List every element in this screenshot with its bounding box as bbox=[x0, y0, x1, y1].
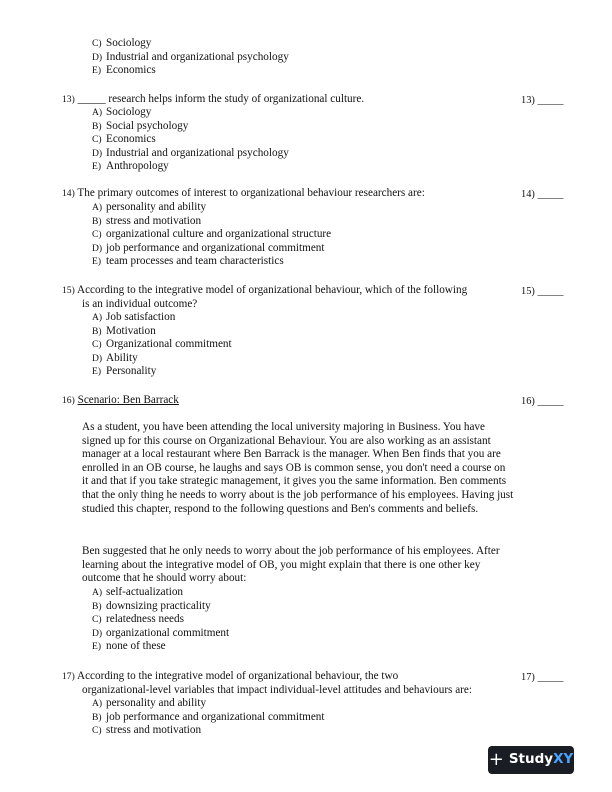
question-text: The primary outcomes of interest to organizational behaviour researchers are: bbox=[77, 187, 425, 199]
question-17: 17) According to the integrative model of organizational behaviour, the two organizational-level variables that impact individual-level attitudes and behaviours are: bbox=[62, 670, 514, 697]
option-c: C) stress and motivation bbox=[92, 724, 202, 737]
option-b: B) Motivation bbox=[92, 324, 156, 337]
option-c: C) Economics bbox=[92, 133, 156, 146]
previous-question-options bbox=[92, 37, 289, 78]
question-15: 15) According to the integrative model of organizational behaviour, which of the following is an individual outcome? bbox=[62, 284, 514, 311]
question-14-options bbox=[92, 201, 331, 269]
answer-blank-16: 16) _____ bbox=[521, 396, 564, 407]
option-d: D) job performance and organizational commitment bbox=[92, 241, 325, 254]
option-e: E) Personality bbox=[92, 365, 157, 378]
option-b: B) job performance and organizational commitment bbox=[92, 710, 325, 723]
question-17-options bbox=[92, 697, 325, 738]
option-c: C) relatedness needs bbox=[92, 613, 184, 626]
option-e: E) team processes and team characteristics bbox=[92, 255, 284, 268]
option-a: A) personality and ability bbox=[92, 697, 207, 709]
option-b: B) downsizing practicality bbox=[92, 599, 211, 612]
question-14: 14) The primary outcomes of interest to organizational behaviour researchers are: bbox=[62, 187, 425, 199]
option-b: B) stress and motivation bbox=[92, 214, 202, 227]
scenario-title: Scenario: Ben Barrack bbox=[77, 394, 179, 406]
question-13-options bbox=[92, 106, 289, 174]
option-a: A) Job satisfaction bbox=[92, 311, 176, 323]
option-b: B) Social psychology bbox=[92, 119, 189, 132]
scenario-question: Ben suggested that he only needs to worry about the job performance of his employees. After learning about the integrative model of OB, you might explain that there is one other key outcome that he should worry about: bbox=[82, 545, 500, 585]
plus-icon: + bbox=[488, 749, 504, 770]
answer-blank-13: 13) _____ bbox=[521, 95, 564, 106]
option-e: E) Anthropology bbox=[92, 160, 169, 173]
question-text-line-2: is an individual outcome? bbox=[82, 297, 198, 310]
question-15-options bbox=[92, 311, 232, 379]
option-c: C) Organizational commitment bbox=[92, 338, 232, 351]
question-16: 16) Scenario: Ben Barrack bbox=[62, 394, 179, 406]
option-c: C) Sociology bbox=[92, 37, 152, 49]
option-c: C) organizational culture and organizational structure bbox=[92, 228, 332, 241]
option-a: A) self-actualization bbox=[92, 586, 184, 598]
option-d: D) organizational commitment bbox=[92, 626, 230, 639]
option-a: A) personality and ability bbox=[92, 201, 207, 213]
answer-blank-15: 15) _____ bbox=[521, 286, 564, 297]
question-text-line-1: According to the integrative model of organizational behaviour, which of the following bbox=[76, 284, 468, 296]
question-text-line-1: According to the integrative model of organizational behaviour, the two bbox=[76, 670, 399, 682]
scenario-paragraph: As a student, you have been attending the local university majoring in Business. You have signed up for this course on Organizational Behaviour. You are also working as an assistant manager at a local restaurant where Ben Barrack is the manager. When Ben finds that you are enrolled in an OB course, he laughs and says OB is common sense, you don't need a course on it and that if you take strategic management, it gives you the same information. Ben comments that the only thing he needs to worry about is the job performance of his employees. Having just studied this chapter, respond to the following questions and Ben's comments and beliefs. bbox=[82, 421, 514, 515]
question-16-options bbox=[92, 586, 229, 654]
option-d: D) Ability bbox=[92, 351, 138, 364]
answer-blank-17: 17) _____ bbox=[521, 672, 564, 683]
option-e: E) none of these bbox=[92, 640, 166, 653]
option-e: E) Economics bbox=[92, 64, 156, 77]
question-13: 13) _____ research helps inform the study of organizational culture. bbox=[62, 93, 365, 105]
option-d: D) Industrial and organizational psychology bbox=[92, 146, 289, 159]
question-text: _____ research helps inform the study of organizational culture. bbox=[77, 93, 365, 105]
studyxy-logo[interactable]: + Study XY bbox=[488, 746, 574, 774]
question-text-line-2: organizational-level variables that impact individual-level attitudes and behaviours are: bbox=[82, 683, 472, 696]
option-d: D) Industrial and organizational psychology bbox=[92, 50, 289, 63]
answer-blank-14: 14) _____ bbox=[521, 189, 564, 200]
option-a: A) Sociology bbox=[92, 106, 152, 118]
